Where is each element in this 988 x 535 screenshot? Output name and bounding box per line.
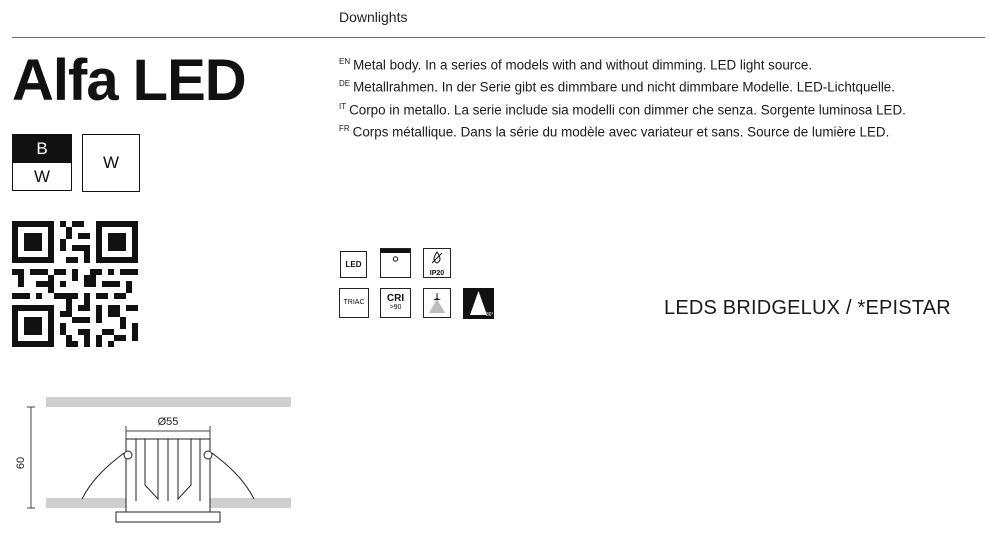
cri-value: >90 bbox=[389, 304, 402, 311]
finish-black-label: B bbox=[13, 135, 71, 163]
description-de-text: Metallrahmen. In der Serie gibt es dimmbare und nicht dimmbare Modelle. LED-Lichtquelle. bbox=[353, 79, 895, 95]
led-source-icon bbox=[340, 251, 367, 278]
ip20-label: IP20 bbox=[429, 270, 445, 277]
cri-label: CRI bbox=[386, 293, 405, 304]
description-fr-text: Corps métallique. Dans la série du modèle avec variateur et sans. Source de lumière LED. bbox=[352, 124, 890, 140]
triac-label: TRIAC bbox=[343, 299, 365, 306]
description-block bbox=[339, 52, 906, 142]
triac-dimming-icon bbox=[339, 288, 369, 318]
description-de bbox=[339, 74, 906, 96]
beam-spread-icon bbox=[463, 288, 494, 319]
lang-code-de: DE bbox=[339, 79, 351, 89]
recessed-mount-icon bbox=[380, 248, 411, 278]
category-label: Downlights bbox=[339, 9, 408, 25]
header-divider bbox=[12, 37, 985, 38]
description-en bbox=[339, 52, 906, 74]
finish-swatch-white: W bbox=[82, 134, 140, 192]
description-fr bbox=[339, 119, 906, 141]
technical-drawing bbox=[10, 395, 295, 530]
led-brand-text: LEDS BRIDGELUX / *EPISTAR bbox=[664, 297, 951, 319]
product-title: Alfa LED bbox=[12, 48, 246, 113]
beam-angle-icon bbox=[423, 288, 451, 318]
description-it-text: Corpo in metallo. La serie include sia modelli con dimmer che senza. Sorgente luminosa LED. bbox=[349, 102, 906, 118]
description-en-text: Metal body. In a series of models with and without dimming. LED light source. bbox=[353, 57, 813, 73]
finish-white-label: W bbox=[33, 167, 51, 186]
lang-code-fr: FR bbox=[339, 124, 350, 134]
height-dimension: 60 bbox=[15, 456, 27, 470]
lang-code-en: EN bbox=[339, 57, 351, 66]
beam-angle-label: 36° bbox=[486, 312, 493, 318]
lang-code-it: IT bbox=[339, 101, 347, 111]
diameter-dimension: Ø55 bbox=[157, 416, 179, 428]
led-icon-label: LED bbox=[345, 260, 362, 269]
cri-icon bbox=[380, 288, 411, 318]
qr-code bbox=[12, 221, 138, 347]
ip20-rating-icon bbox=[423, 248, 451, 278]
finish-swatch-black-white bbox=[12, 134, 72, 191]
description-it bbox=[339, 97, 906, 119]
